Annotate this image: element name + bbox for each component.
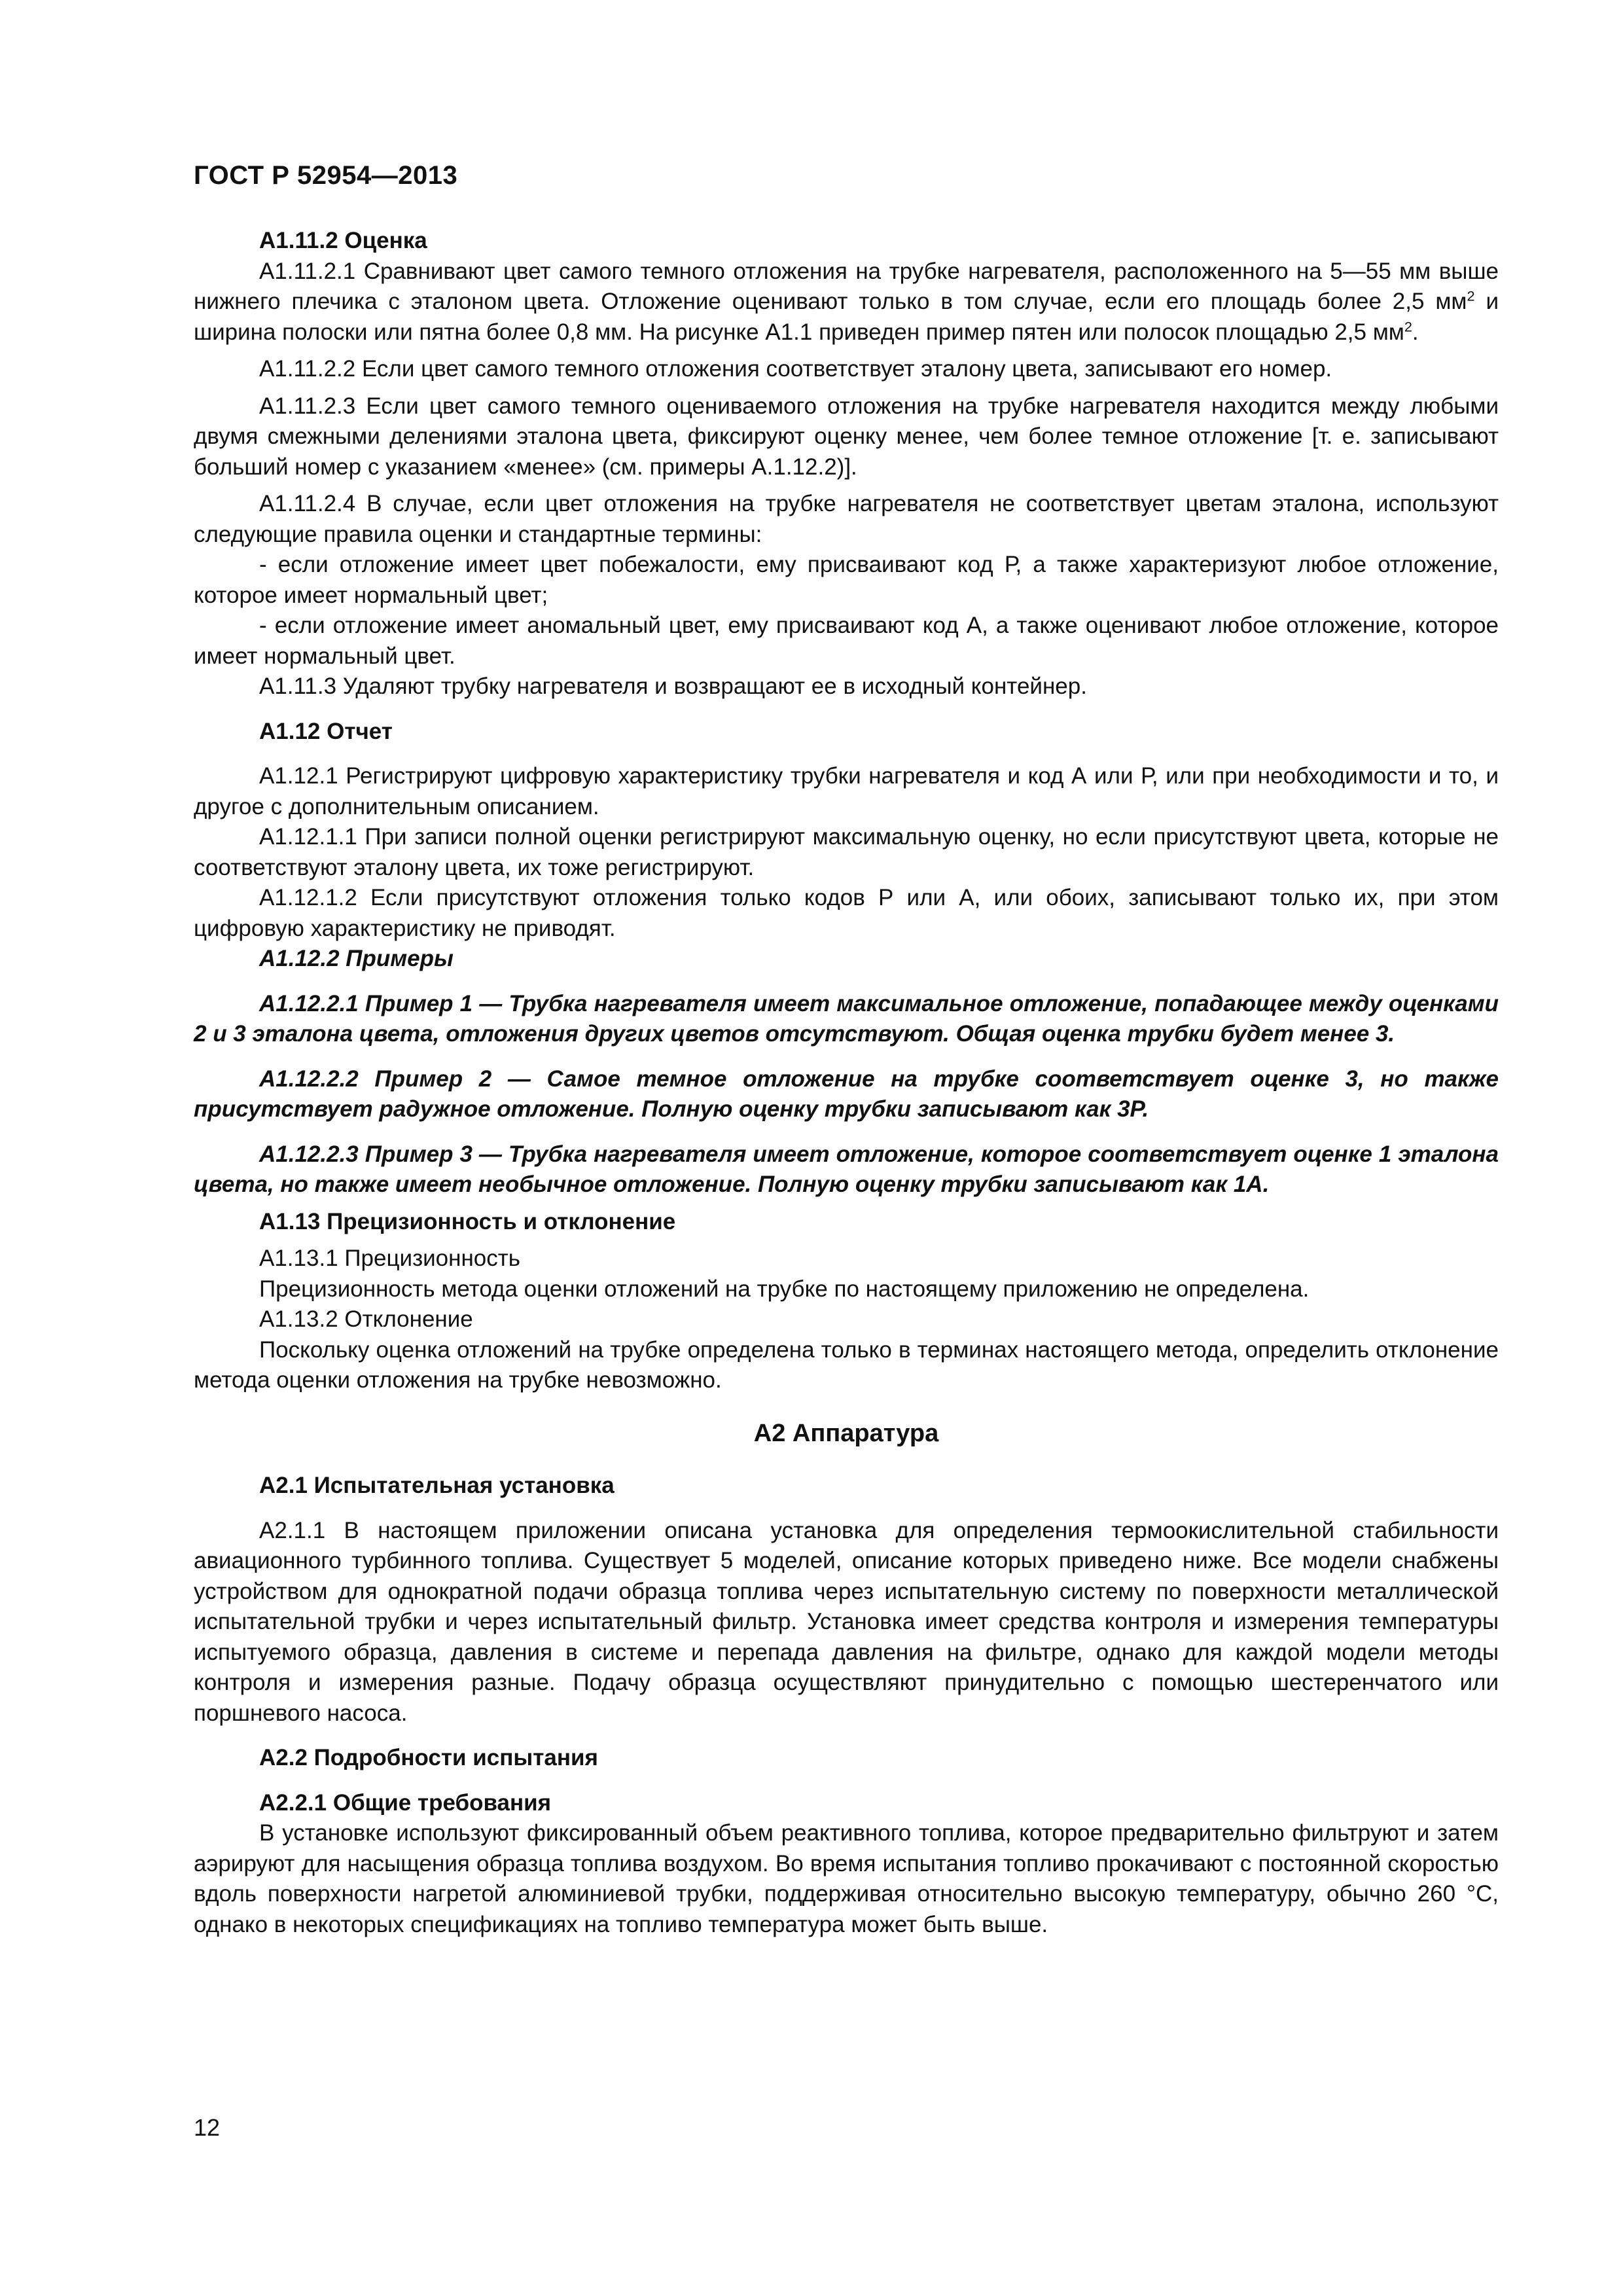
subsection-heading-a1-12-2: А1.12.2 Примеры	[259, 946, 454, 971]
paragraph-a1-11-2-2: А1.11.2.2 Если цвет самого темного отложения соответствует эталону цвета, записывают его номер.	[259, 356, 1332, 382]
subsection-heading-a2-2-1: А2.2.1 Общие требования	[259, 1789, 552, 1816]
section-heading-a1-11-2: А1.11.2 Оценка	[259, 228, 427, 253]
paragraph-a1-11-3: А1.11.3 Удаляют трубку нагревателя и возвращают ее в исходный контейнер.	[259, 673, 1087, 699]
paragraph-a1-11-2-4: А1.11.2.4 В случае, если цвет отложения на трубке нагревателя не соответствует цветам эталона, используют следующие правила оценки и стандартные термины:	[194, 491, 1499, 547]
paragraph-a1-11-2-1-mid: и ширина полоски или пятна более 0,8 мм. На рисунке А1.1 приведен пример пятен или полосок площадью 2,5 мм	[194, 289, 1499, 345]
paragraph-a1-13-1: А1.13.1 Прецизионность	[259, 1246, 521, 1271]
page-number: 12	[194, 2114, 221, 2141]
section-heading-a2-2: А2.2 Подробности испытания	[259, 1745, 598, 1770]
example-2: А1.12.2.2 Пример 2 — Самое темное отложение на трубке соответствует оценке 3, но также присутствует радужное отложение. Полную оценку трубки записывают как 3Р.	[194, 1066, 1499, 1122]
superscript-2: 2	[1404, 317, 1412, 334]
paragraph-a2-2-1: В установке используют фиксированный объем реактивного топлива, которое предварительно фильтруют и затем аэрируют для насыщения образца топлива воздухом. Во время испытания топливо прокачивают с постоянной скоростью вдоль поверхности нагретой алюминиевой трубки, поддерживая относительно высокую температуру, обычно 260 °С, однако в некоторых спецификациях на топливо температура может быть выше.	[194, 1820, 1499, 1937]
paragraph-a1-11-2-1-end: .	[1412, 319, 1419, 345]
section-heading-a1-12: А1.12 Отчет	[259, 718, 393, 744]
superscript-1: 2	[1467, 287, 1475, 304]
paragraph-a1-13-2: А1.13.2 Отклонение	[259, 1306, 473, 1332]
chapter-heading-a2: А2 Аппаратура	[753, 1419, 939, 1447]
paragraph-a1-12-1: А1.12.1 Регистрируют цифровую характеристику трубки нагревателя и код А или Р, или при необходимости и то, и другое с дополнительным описанием.	[194, 763, 1499, 819]
paragraph-a1-13-2-body: Поскольку оценка отложений на трубке определена только в терминах настоящего метода, определить отклонение метода оценки отложения на трубке невозможно.	[194, 1336, 1499, 1393]
paragraph-a1-11-2-3: А1.11.2.3 Если цвет самого темного оцениваемого отложения на трубке нагревателя находится между любыми двумя смежными делениями эталона цвета, фиксируют оценку менее, чем более темное отложение [т. е. записывают больший номер с указанием «менее» (см. примеры А.1.12.2)].	[194, 393, 1499, 480]
paragraph-a1-11-2-1-text: А1.11.2.1 Сравнивают цвет самого темного отложения на трубке нагревателя, расположенного на 5—55 мм выше нижнего плечика с эталоном цвета. Отложение оценивают только в том случае, если его площадь более 2,5 мм	[194, 258, 1499, 314]
list-item-a-code: - если отложение имеет аномальный цвет, ему присваивают код А, а также оценивают любое отложение, которое имеет нормальный цвет.	[194, 613, 1499, 669]
document-header: ГОСТ Р 52954—2013	[194, 161, 458, 190]
section-heading-a2-1: А2.1 Испытательная установка	[259, 1473, 615, 1498]
paragraph-a1-13-1-body: Прецизионность метода оценки отложений на трубке по настоящему приложению не определена.	[259, 1276, 1310, 1302]
paragraph-a2-1-1: А2.1.1 В настоящем приложении описана установка для определения термоокислительной стабильности авиационного турбинного топлива. Существует 5 моделей, описание которых приведено ниже. Все модели снабжены устройством для однократной подачи образца топлива через испытательную систему по поверхности металлической испытательной трубки и через испытательный фильтр. Установка имеет средства контроля и измерения температуры испытуемого образца, давления в системе и перепада давления на фильтре, однако для каждой модели методы контроля и измерения разные. Подачу образца осуществляют принудительно с помощью шестеренчатого или поршневого насоса.	[194, 1517, 1499, 1726]
section-heading-a1-13: А1.13 Прецизионность и отклонение	[259, 1208, 676, 1234]
paragraph-a1-12-1-2: А1.12.1.2 Если присутствуют отложения только кодов Р или А, или обоих, записывают только их, при этом цифровую характеристику не приводят.	[194, 885, 1499, 941]
paragraph-a1-12-1-1: А1.12.1.1 При записи полной оценки регистрируют максимальную оценку, но если присутствуют цвета, которые не соответствуют эталону цвета, их тоже регистрируют.	[194, 824, 1499, 880]
example-1: А1.12.2.1 Пример 1 — Трубка нагревателя имеет максимальное отложение, попадающее между оценками 2 и 3 эталона цвета, отложения других цветов отсутствуют. Общая оценка трубки будет менее 3.	[194, 990, 1499, 1047]
page-body	[194, 226, 1499, 1940]
paragraph-a1-11-2-1	[194, 257, 1499, 348]
example-3: А1.12.2.3 Пример 3 — Трубка нагревателя имеет отложение, которое соответствует оценке 1 эталона цвета, но также имеет необычное отложение. Полную оценку трубки записывают как 1А.	[194, 1141, 1499, 1197]
list-item-p-code: - если отложение имеет цвет побежалости, ему присваивают код Р, а также характеризуют любое отложение, которое имеет нормальный цвет;	[194, 552, 1499, 608]
